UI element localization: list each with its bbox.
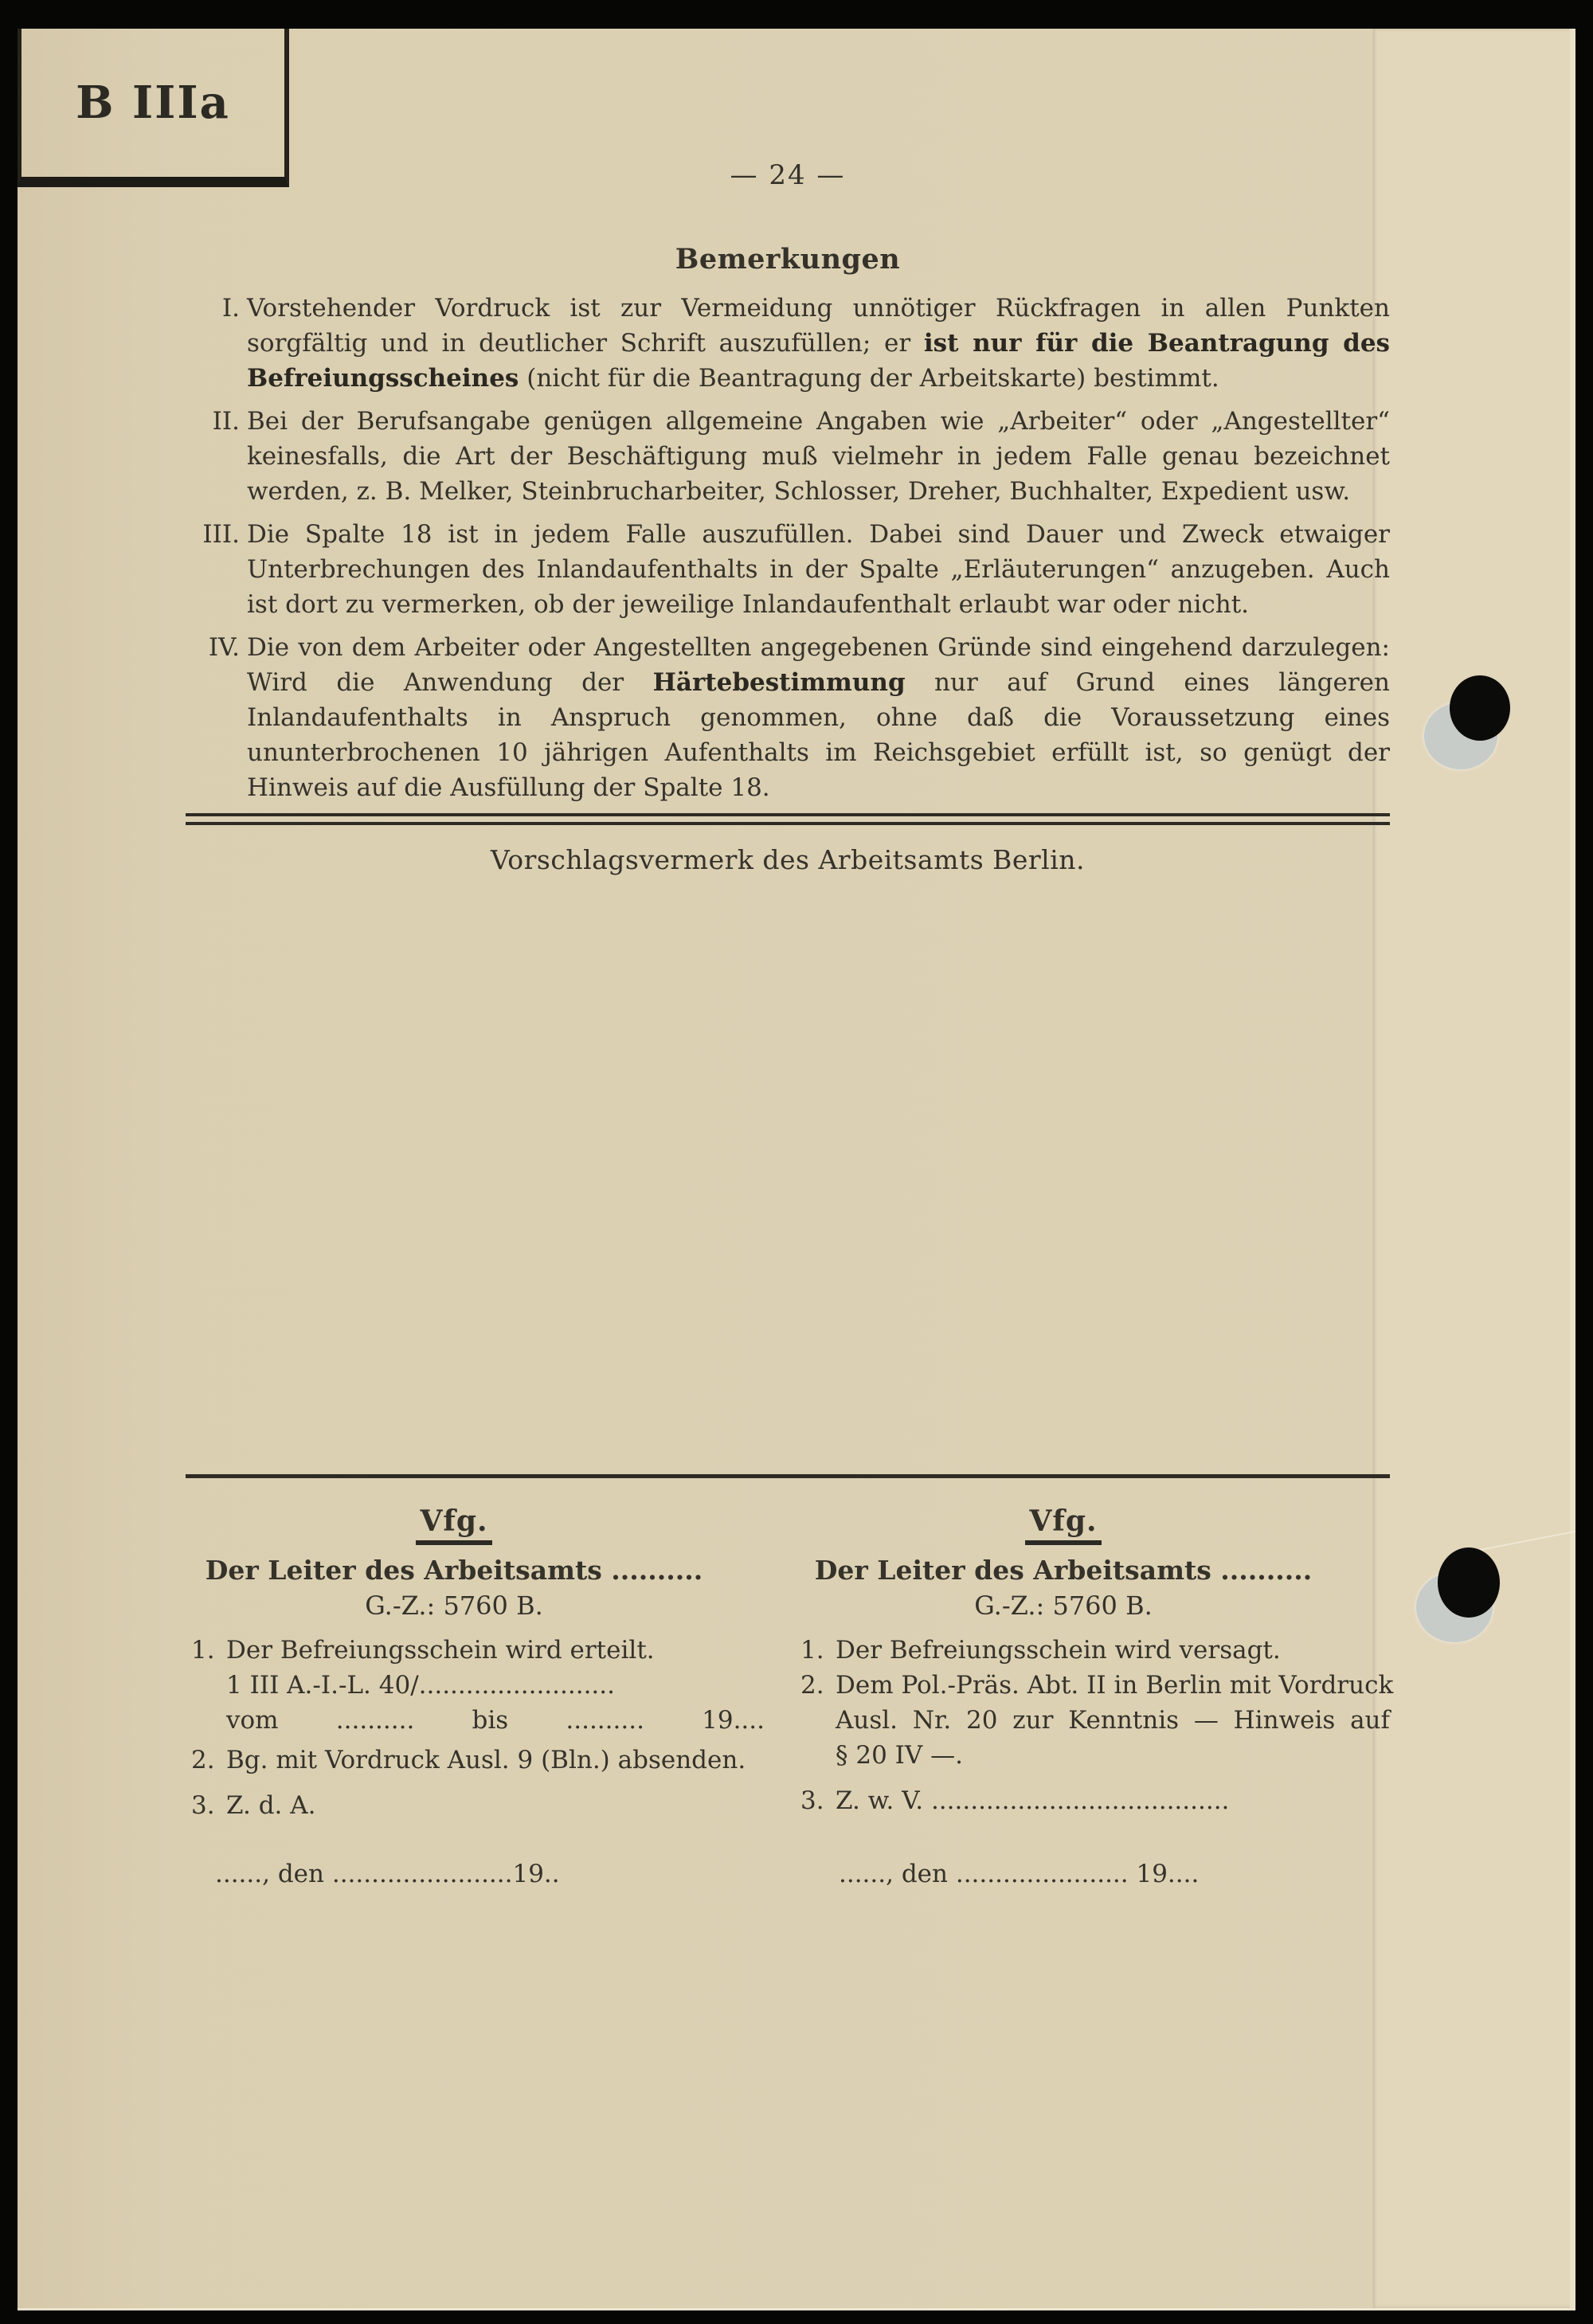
remark-numeral: IV.	[208, 633, 240, 662]
list-item-line: Ausl. Nr. 20 zur Kenntnis — Hinweis auf	[836, 1706, 1390, 1735]
list-item-number: 2.	[191, 1746, 215, 1774]
remark-text	[247, 630, 1390, 805]
remark-text-segment: nur auf Grund eines längeren Inlandaufenthalts in Anspruch genommen, ohne daß die Voraussetzung eines ununterbrochenen 10 jährigen Aufenthalts im Reichsgebiet erfüllt ist, so genügt der Hinweis auf die Ausfüllung der Spalte 18.	[247, 668, 1390, 802]
list-item-number: 3.	[191, 1791, 215, 1820]
remark-text-bold-segment: Härtebestimmung	[652, 668, 906, 697]
list-item	[800, 1668, 1394, 1773]
vfg-column-deny	[800, 1504, 1394, 1823]
vfg-right-items	[800, 1633, 1394, 1818]
list-item	[800, 1633, 1390, 1668]
date-line-left: ......, den .......................19..	[215, 1860, 560, 1888]
list-item-line: Dem Pol.-Präs. Abt. II in Berlin mit Vordruck	[836, 1671, 1394, 1700]
section-code-label: B IIIa	[76, 76, 230, 129]
list-item	[191, 1743, 749, 1778]
date-signature-row	[186, 1858, 1390, 1890]
vfg-right-leader-line: Der Leiter des Arbeitsamts ..........	[814, 1555, 1313, 1586]
vfg-section	[186, 1474, 1394, 1890]
vfg-column-grant	[191, 1504, 765, 1823]
vfg-left-title-underline	[416, 1540, 492, 1545]
page-fold-strip	[1372, 29, 1575, 2308]
punch-hole-bottom	[1438, 1547, 1500, 1618]
vfg-left-header	[191, 1505, 717, 1622]
remark-numeral: I.	[221, 294, 240, 323]
list-item-line: Z. w. V. ......................................	[836, 1786, 1230, 1815]
list-item	[191, 1633, 765, 1738]
remark-item-3	[186, 517, 1390, 622]
remark-text	[247, 404, 1390, 509]
list-item-line: Der Befreiungsschein wird erteilt.	[226, 1636, 655, 1665]
vfg-right-title: Vfg.	[1029, 1504, 1098, 1538]
remark-item-4	[186, 630, 1390, 805]
list-item-line: 1 III A.-I.-L. 40/.........................	[226, 1671, 615, 1700]
page-number: — 24 —	[730, 159, 846, 191]
vfg-right-header	[800, 1505, 1326, 1622]
list-item-number: 1.	[800, 1636, 824, 1665]
vfg-right-file-number: G.-Z.: 5760 B.	[974, 1590, 1153, 1621]
remark-numeral: II.	[212, 407, 240, 436]
list-item-line: Der Befreiungsschein wird versagt.	[836, 1636, 1281, 1665]
remark-text-bold-segment: ist nur für die Beantragung des Befreiungsscheines	[247, 329, 1390, 393]
list-item-number: 2.	[800, 1671, 824, 1700]
proposal-note: Vorschlagsvermerk des Arbeitsamts Berlin.	[490, 844, 1086, 875]
remark-text	[247, 517, 1390, 622]
remark-item-1	[186, 291, 1390, 396]
remarks-heading: Bemerkungen	[675, 243, 901, 276]
list-item-number: 1.	[191, 1636, 215, 1665]
vfg-left-title: Vfg.	[420, 1504, 488, 1538]
list-item-body	[836, 1668, 1394, 1773]
double-divider-rule	[186, 813, 1390, 825]
page-edge-highlight	[1570, 29, 1575, 2308]
list-item-line: § 20 IV —.	[836, 1741, 963, 1770]
vfg-right-title-underline	[1025, 1540, 1102, 1545]
remark-text-segment: Die Spalte 18 ist in jedem Falle auszufüllen. Dabei sind Dauer und Zweck etwaiger Unterbrechungen des Inlandaufenthalts in der Spalte „Erläuterungen“ anzugeben. Auch ist dort zu vermerken, ob der jeweilige Inlandaufenthalt erlaubt war oder nicht.	[247, 520, 1390, 619]
date-line-right: ......, den ...................... 19....	[839, 1860, 1200, 1888]
remark-numeral: III.	[202, 520, 240, 549]
punch-hole-top	[1450, 675, 1510, 741]
list-item-body	[226, 1788, 749, 1823]
list-item-line: vom .......... bis .......... 19....	[226, 1706, 765, 1735]
list-item	[800, 1783, 1390, 1818]
remark-text	[247, 291, 1390, 396]
list-item-line: Bg. mit Vordruck Ausl. 9 (Bln.) absenden.	[226, 1746, 746, 1774]
list-item-body	[836, 1783, 1390, 1818]
list-item-body	[226, 1633, 765, 1738]
list-item-body	[836, 1633, 1390, 1668]
main-text-column	[186, 159, 1390, 876]
list-item	[191, 1788, 749, 1823]
remark-text-segment: Die von dem Arbeiter oder Angestellten angegebenen Gründe sind eingehend darzulegen: Wird die Anwendung der	[247, 633, 1390, 697]
list-item-number: 3.	[800, 1786, 824, 1815]
list-item-body	[226, 1743, 749, 1778]
vfg-left-leader-line: Der Leiter des Arbeitsamts ..........	[205, 1555, 703, 1586]
document-page	[18, 29, 1575, 2310]
vfg-columns	[186, 1504, 1394, 1823]
remark-text-segment: Vorstehender Vordruck ist zur Vermeidung unnötiger Rückfragen in allen Punkten sorgfältig und in deutlicher Schrift auszufüllen; er	[247, 294, 1390, 358]
list-item-line: Z. d. A.	[226, 1791, 316, 1820]
vfg-divider-rule	[186, 1474, 1390, 1478]
remark-text-segment: Bei der Berufsangabe genügen allgemeine Angaben wie „Arbeiter“ oder „Angestellter“ keinesfalls, die Art der Beschäftigung muß vielmehr in jedem Falle genau bezeichnet werden, z. B. Melker, Steinbrucharbeiter, Schlosser, Dreher, Buchhalter, Expedient usw.	[247, 407, 1390, 506]
vfg-left-items	[191, 1633, 765, 1823]
remark-text-segment: (nicht für die Beantragung der Arbeitskarte) bestimmt.	[519, 364, 1219, 393]
vfg-left-file-number: G.-Z.: 5760 B.	[365, 1590, 543, 1621]
remark-item-2	[186, 404, 1390, 509]
